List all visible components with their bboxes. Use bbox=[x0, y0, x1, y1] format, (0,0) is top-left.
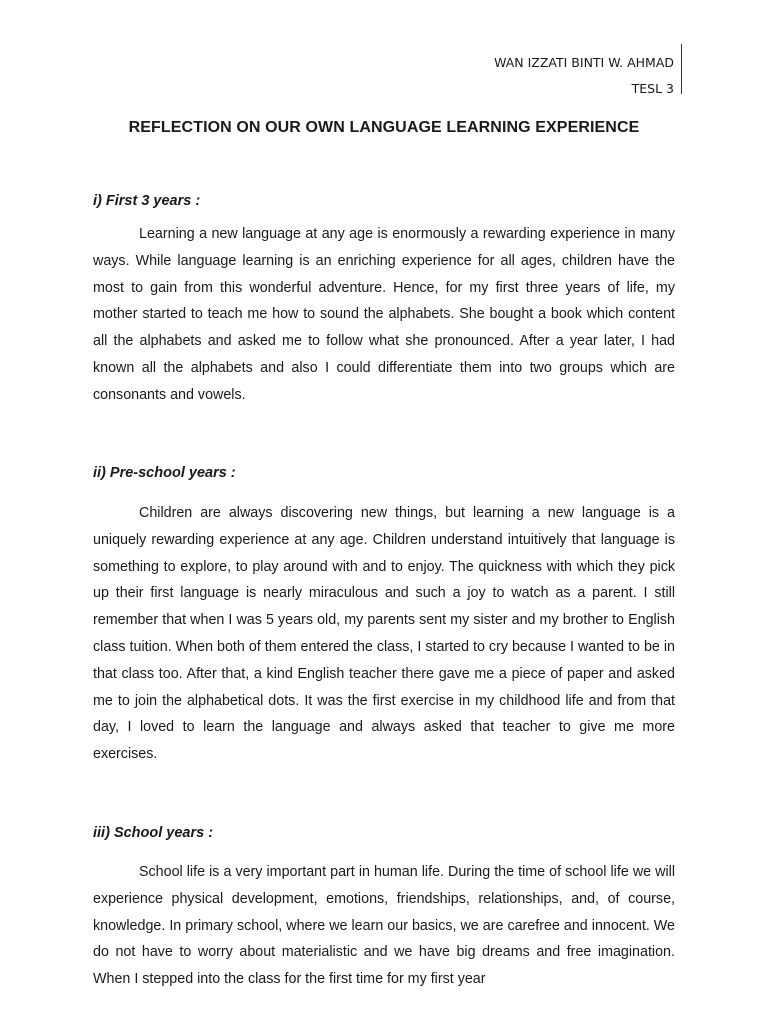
paragraph-first-years: Learning a new language at any age is enormously a rewarding experience in many ways. While language learning is an enriching experience for all ages, children have the most to gain from this wonderful adventure. Hence, for my first three years of life, my mother started to teach me how to sound the alphabets. She bought a book which content all the alphabets and asked me to follow what she pronounced. After a year later, I had known all the alphabets and also I could differentiate them into two groups which are consonants and vowels. bbox=[93, 226, 675, 403]
section-heading-school-years: iii) School years : bbox=[93, 825, 214, 841]
header-block bbox=[494, 50, 674, 102]
header-divider bbox=[681, 44, 682, 94]
section-heading-preschool: ii) Pre-school years : bbox=[93, 465, 236, 481]
paragraph-preschool: Children are always discovering new things, but learning a new language is a uniquely rewarding experience at any age. Children understand intuitively that language is something to explore, to play around with and to enjoy. The quickness with which they pick up their first language is nearly miraculous and such a joy to watch as a parent. I still remember that when I was 5 years old, my parents sent my sister and my brother to English class tuition. When both of them entered the class, I started to cry because I wanted to be in that class too. After that, a kind English teacher there gave me a piece of paper and asked me to join the alphabetical dots. It was the first exercise in my childhood life and from that day, I loved to learn the language and always asked that teacher to give me more exercises. bbox=[93, 505, 675, 763]
class-label: TESL 3 bbox=[631, 81, 674, 96]
author-name: WAN IZZATI BINTI W. AHMAD bbox=[494, 55, 674, 70]
paragraph-school-years: School life is a very important part in human life. During the time of school life we will experience physical development, emotions, friendships, relationships, and, of course, knowledge. In primary school, where we learn our basics, we are carefree and innocent. We do not have to worry about materialistic and we have big dreams and free imagination. When I stepped into the class for the first time for my first year bbox=[93, 864, 675, 988]
document-title: REFLECTION ON OUR OWN LANGUAGE LEARNING EXPERIENCE bbox=[128, 119, 640, 136]
section-heading-first-years: i) First 3 years : bbox=[93, 193, 201, 209]
